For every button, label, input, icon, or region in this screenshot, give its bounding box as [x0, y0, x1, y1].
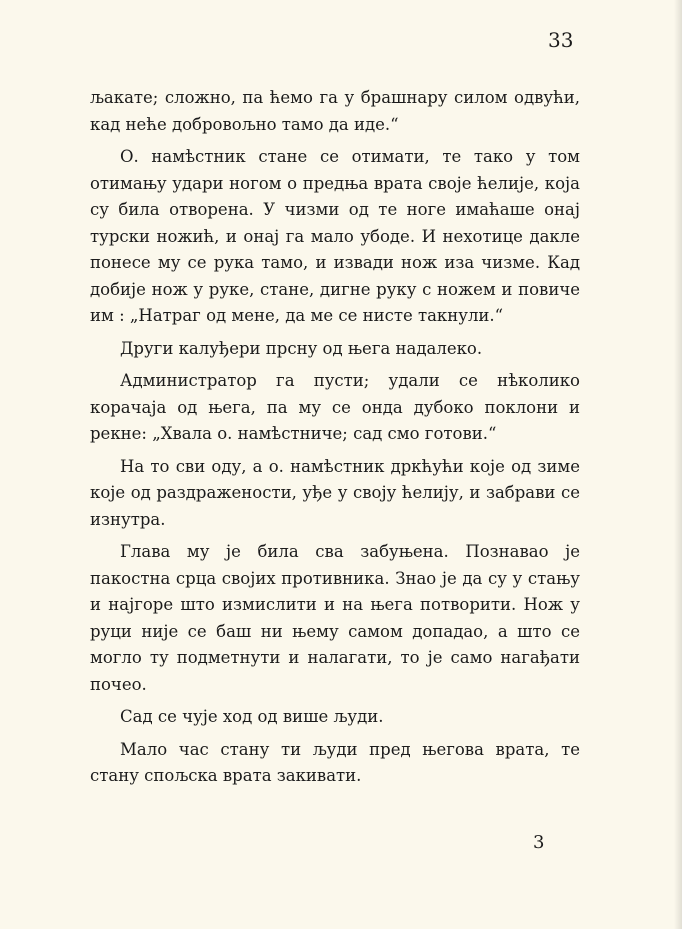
body-text — [90, 85, 580, 796]
paragraph: О. намѣстник стане се отимати, те тако у том отимању удари ногом о предња врата своје ћелије, која су била отворена. У чизми од те ноге имаћаше онај турски ножић, и онај га мало убоде. И нехотице дакле понесе му се рука тамо, и извади нож иза чизме. Кад добије нож у руке, стане, дигне руку с ножем и повиче им : „Натраг од мене, да ме се нисте такнули.“ — [90, 147, 580, 325]
paragraph: Мало час стану ти људи пред његова врата, те стану спољска врата закивати. — [90, 739, 580, 785]
signature-mark: 3 — [533, 832, 545, 853]
paragraph: Глава му је била сва забуњена. Познавао је пакостна срца својих противника. Знао је да су у стању и најгоре што измислити и на њега потворити. Нож у руци није се баш ни њему самом допадао, а што се могло ту подметнути и налагати, то је само нагађати почео. — [90, 542, 580, 694]
page-edge-shadow — [674, 0, 682, 929]
paragraph-continuation: љакате; сложно, па ћемо га у брашнару силом одвући, кад неће добровољно тамо да иде.“ — [90, 88, 580, 134]
page-number: 33 — [548, 28, 574, 52]
paragraph: На то сви оду, а о. намѣстник дркћући које од зиме које од раздражености, уђе у своју ћелију, и забрави се изнутра. — [90, 456, 580, 529]
paragraph: Сад се чује ход од више људи. — [120, 707, 384, 726]
paragraph: Други калуђери прсну од њега надалеко. — [120, 338, 483, 358]
paragraph: Администратор га пусти; удали се нѣколико корачаја од њега, па му се онда дубоко поклони и рекне: „Хвала о. намѣстниче; сад смо готови.“ — [90, 371, 580, 443]
